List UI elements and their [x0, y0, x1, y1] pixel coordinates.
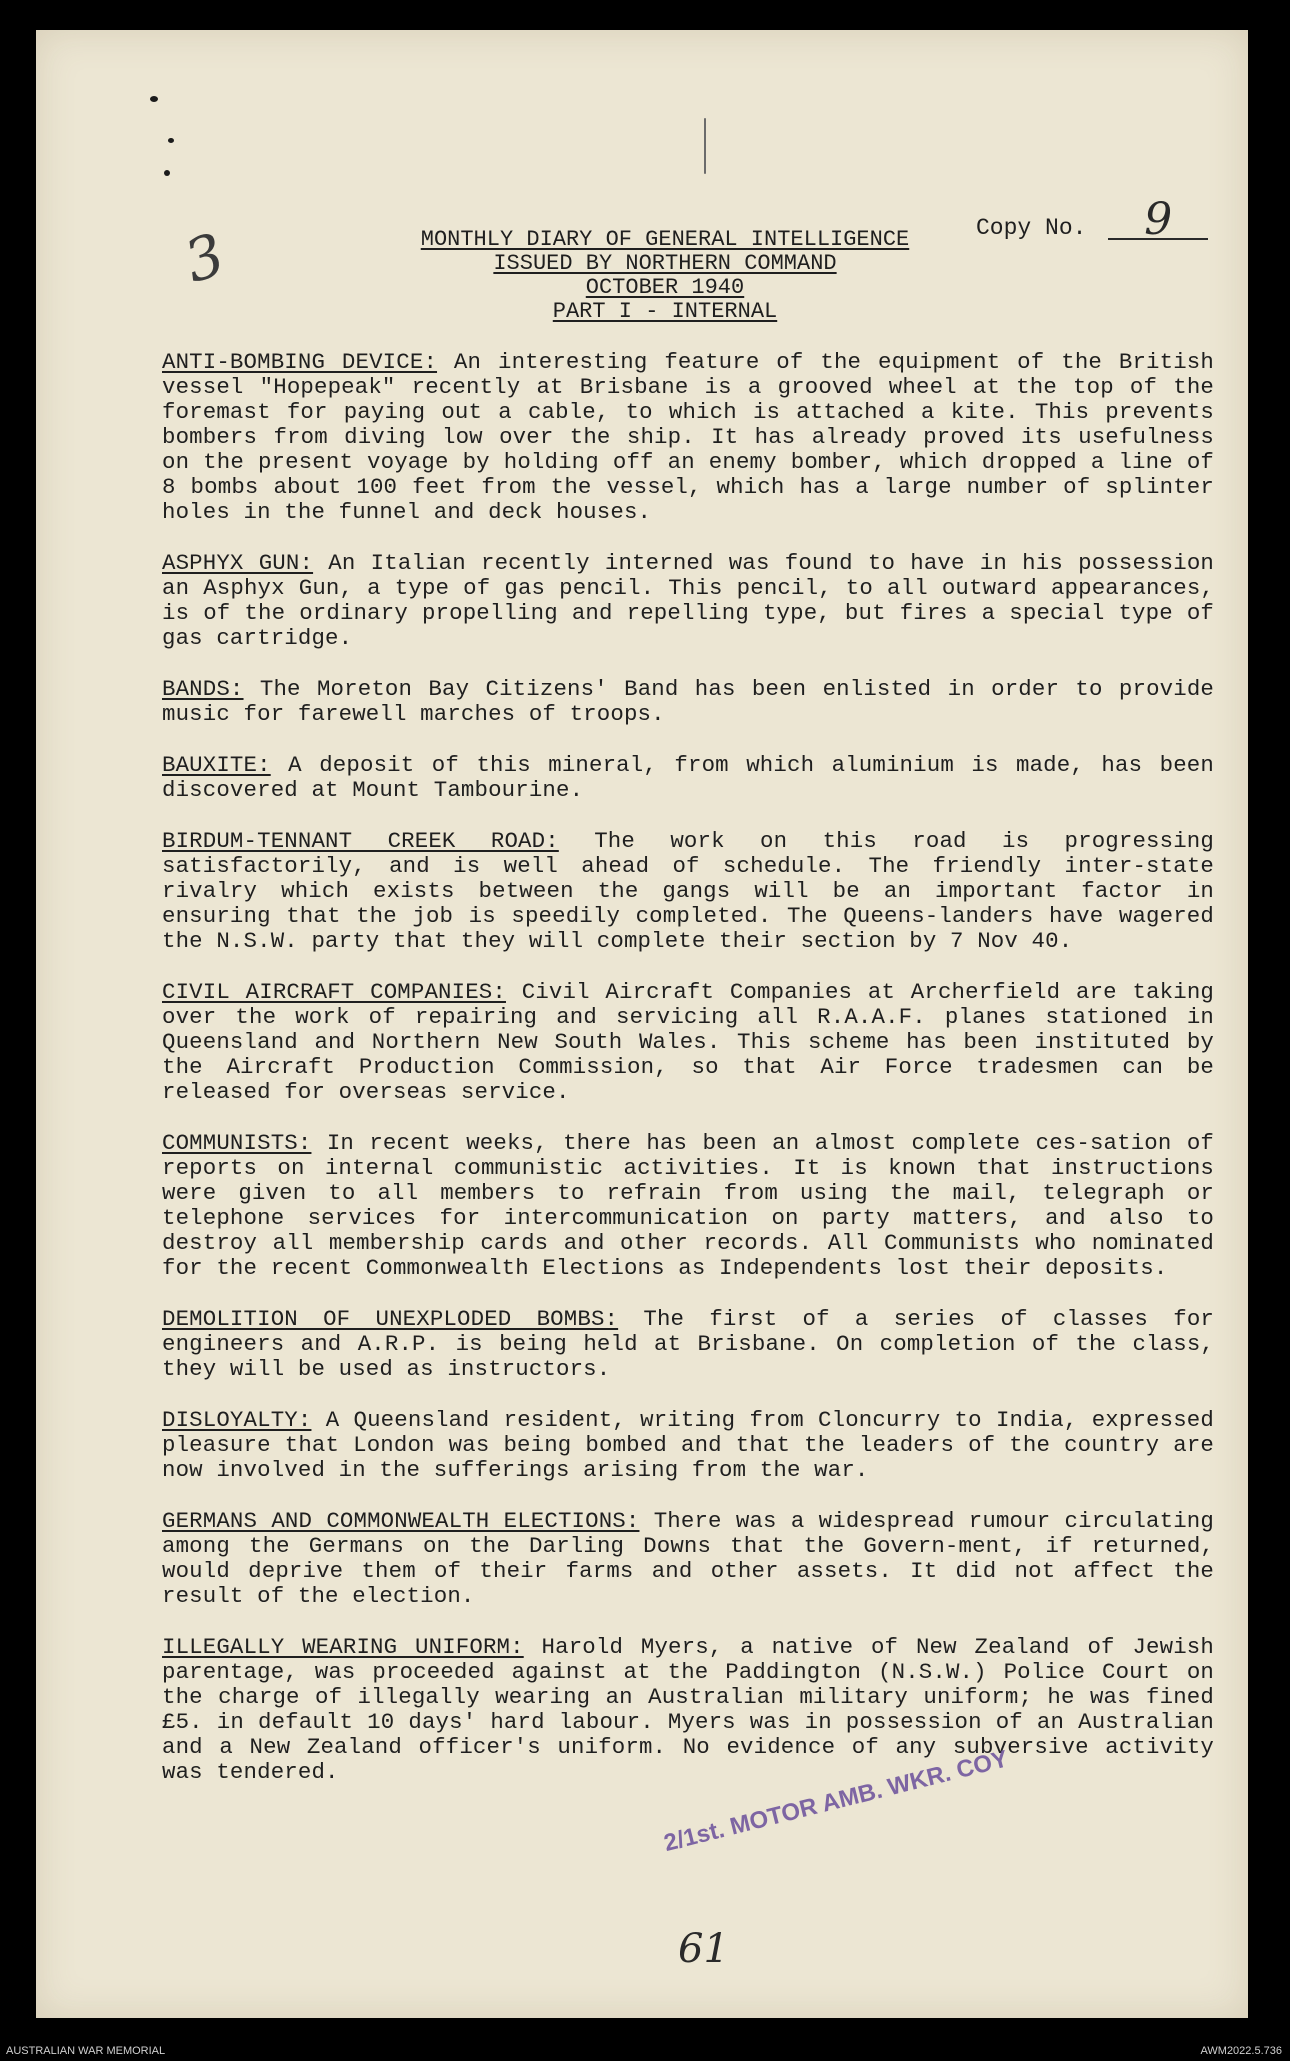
entry-asphyx-gun [162, 551, 1214, 651]
page-number: 61 [678, 1926, 729, 1972]
ink-spot [168, 138, 174, 143]
entry-text: A deposit of this mineral, from which aluminium is made, has been discovered at Mount Tambourine. [162, 752, 1214, 803]
entry-title: BANDS: [162, 676, 244, 702]
entry-title: BAUXITE: [162, 752, 271, 778]
heading-line: ISSUED BY NORTHERN COMMAND [493, 251, 837, 276]
entry-text: An Italian recently interned was found to have in his possession an Asphyx Gun, a type of gas pencil. This pencil, to all outward appearances, is of the ordinary propelling and repelling type, but fires a special type of gas cartridge. [162, 550, 1215, 651]
entry-title: COMMUNISTS: [162, 1130, 312, 1156]
copy-number: 9 [1108, 202, 1208, 240]
ink-spot [150, 96, 158, 102]
entry-text: There was a widespread rumour circulating among the Germans on the Darling Downs that the Govern-ment, if returned, would deprive them of their farms and other assets. It did not affect the result of the election. [162, 1508, 1214, 1609]
archive-footer [0, 2042, 1290, 2061]
ink-spot [164, 170, 170, 176]
entry-illegally-wearing-uniform [162, 1635, 1214, 1785]
archive-reference: AWM2022.5.736 [1200, 2045, 1282, 2057]
pencil-stroke [704, 118, 706, 174]
entry-title: DISLOYALTY: [162, 1407, 312, 1433]
entry-title: CIVIL AIRCRAFT COMPANIES: [162, 979, 506, 1005]
entry-title: ASPHYX GUN: [162, 550, 314, 576]
entry-anti-bombing-device [162, 350, 1214, 525]
entry-text: In recent weeks, there has been an almost complete ces-sation of reports on internal communistic activities. It is known that instructions were given to all members to refrain from using the mail, telegraph or telephone services for intercommunication on party matters, and also to destroy all membership cards and other records. All Communists who nominated for the recent Commonwealth Elections as Independents lost their deposits. [162, 1130, 1214, 1281]
entry-communists [162, 1131, 1214, 1281]
document-heading [0, 228, 1290, 324]
entry-civil-aircraft-companies [162, 980, 1214, 1105]
copy-label: Copy No. [976, 215, 1087, 241]
entry-title: GERMANS AND COMMONWEALTH ELECTIONS: [162, 1508, 640, 1534]
entry-text: The work on this road is progressing satisfactorily, and is well ahead of schedule. The friendly inter-state rivalry which exists between the gangs will be an important factor in ensuring that the job is speedily completed. The Queens-landers have wagered the N.S.W. party that they will complete their section by 7 Nov 40. [162, 828, 1214, 954]
heading-line: OCTOBER 1940 [585, 275, 745, 300]
entry-bauxite [162, 753, 1214, 803]
heading-line: MONTHLY DIARY OF GENERAL INTELLIGENCE [420, 227, 910, 252]
handwritten-number: 3 [176, 219, 233, 297]
entry-text: A Queensland resident, writing from Cloncurry to India, expressed pleasure that London was being bombed and that the leaders of the country are now involved in the sufferings arising from the war. [162, 1407, 1214, 1483]
entry-text: Civil Aircraft Companies at Archerfield are taking over the work of repairing and servicing all R.A.A.F. planes stationed in Queensland and Northern New South Wales. This scheme has been instituted by the Aircraft Production Commission, so that Air Force tradesmen can be released for overseas service. [162, 979, 1214, 1105]
archive-name: AUSTRALIAN WAR MEMORIAL [6, 2045, 166, 2057]
entry-demolition-of-unexploded-bombs [162, 1307, 1214, 1382]
unit-stamp: 2/1st. MOTOR AMB. WKR. COY [661, 1745, 1011, 1858]
entry-text: An interesting feature of the equipment of the British vessel "Hopepeak" recently at Brisbane is a grooved wheel at the top of the foremast for paying out a cable, to which is attached a kite. This prevents bombers from diving low over the ship. It has already proved its usefulness on the present voyage by holding off an enemy bomber, which dropped a line of 8 bombs about 100 feet from the vessel, which has a large number of splinter holes in the funnel and deck houses. [162, 349, 1214, 525]
entry-germans-and-commonwealth-elections [162, 1509, 1214, 1609]
entry-disloyalty [162, 1408, 1214, 1483]
entry-bands [162, 677, 1214, 727]
entry-text: Harold Myers, a native of New Zealand of Jewish parentage, was proceeded against at the Paddington (N.S.W.) Police Court on the charge of illegally wearing an Australian military uniform; he was fined £5. in default 10 days' hard labour. Myers was in possession of an Australian and a New Zealand officer's uniform. No evidence of any subversive activity was tendered. [162, 1634, 1214, 1785]
entry-birdum-tennant-creek-road [162, 829, 1214, 954]
entry-title: ANTI-BOMBING DEVICE: [162, 349, 438, 375]
entry-title: DEMOLITION OF UNEXPLODED BOMBS: [162, 1306, 619, 1332]
entry-title: ILLEGALLY WEARING UNIFORM: [162, 1634, 524, 1660]
document-body [162, 350, 1214, 1811]
entry-text: The Moreton Bay Citizens' Band has been enlisted in order to provide music for farewell marches of troops. [162, 676, 1214, 727]
entry-text: The first of a series of classes for engineers and A.R.P. is being held at Brisbane. On completion of the class, they will be used as instructors. [162, 1306, 1214, 1382]
heading-line: PART I - INTERNAL [552, 299, 778, 324]
entry-title: BIRDUM-TENNANT CREEK ROAD: [162, 828, 559, 854]
